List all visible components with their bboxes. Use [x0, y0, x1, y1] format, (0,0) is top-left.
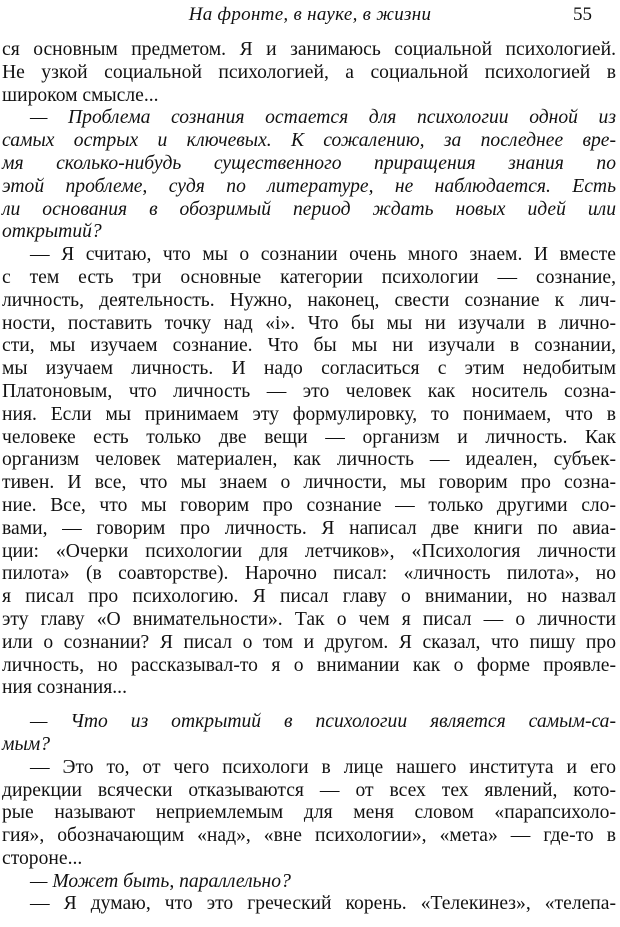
paragraph-gap — [2, 700, 616, 711]
text-line: мя сколько-нибудь существенного приращения знания по — [2, 152, 616, 174]
text-line: эту главу «О внимательности». Так о чем я писал — о личности — [2, 608, 616, 630]
running-title: На фронте, в науке, в жизни — [188, 4, 432, 25]
interview-question — [2, 871, 616, 894]
text-line: или о сознании? Я писал о том и другом. Я сказал, что пишу про — [2, 631, 616, 653]
interview-answer — [2, 893, 616, 916]
text-line: дирекции всячески отказываются — от всех тех явлений, кото- — [2, 779, 616, 801]
text-line: — Я думаю, что это греческий корень. «Телекинез», «телепа- — [30, 893, 616, 915]
text-line: с тем есть три основные категории психологии — сознание, — [2, 266, 616, 288]
text-line: ся основным предметом. Я и занимаюсь социальной психологией. — [2, 39, 616, 60]
text-line: — Проблема сознания остается для психологии одной из — [30, 107, 616, 129]
text-line: пилота» (в соавторстве). Нарочно писал: «личность пилота», но — [2, 563, 616, 585]
interview-answer — [2, 757, 616, 871]
interview-answer — [2, 244, 616, 700]
body-text — [2, 39, 616, 916]
text-line: — Что из открытий в психологии является самым-са- — [30, 711, 616, 733]
text-line: сти, мы изучаем сознание. Что бы мы ни изучали в сознании, — [2, 335, 616, 357]
text-line: мы изучаем личность. И надо согласиться с этим недобитым — [2, 358, 616, 380]
text-line: ния. Если мы принимаем эту формулировку, то понимаем, что в — [2, 403, 616, 425]
text-line: ности, поставить точку над «i». Что бы мы ни изучали в лично- — [2, 312, 616, 334]
text-line: ние. Все, что мы говорим про сознание — только другими сло- — [2, 494, 616, 516]
text-line: — Может быть, параллельно? — [30, 870, 291, 892]
text-line: широком смысле... — [2, 84, 159, 106]
text-line: личность, но рассказывал-то я о внимании как о форме проявле- — [2, 654, 616, 676]
text-line: Платоновым, что личность — это человек как носитель созна- — [2, 380, 616, 402]
text-line: вами, — говорим про личность. Я написал две книги по авиа- — [2, 517, 616, 539]
text-line: человеке есть только две вещи — организм и личность. Как — [2, 426, 616, 448]
text-line: стороне... — [2, 847, 83, 869]
text-line: этой проблеме, судя по литературе, не наблюдается. Есть — [2, 175, 616, 197]
page-header — [0, 4, 612, 28]
text-line: открытий? — [2, 221, 102, 243]
text-line: мым? — [2, 733, 51, 755]
text-line: тивен. И все, что мы знаем о личности, мы говорим про созна- — [2, 472, 616, 494]
text-line: Не узкой социальной психологией, а социальной психологией в — [2, 61, 616, 83]
interview-answer — [2, 39, 616, 107]
text-line: ния сознания... — [2, 677, 127, 699]
text-line: — Это то, от чего психологи в лице нашего института и его — [30, 756, 616, 778]
text-line: самых острых и ключевых. К сожалению, за последнее вре- — [2, 130, 616, 152]
text-line: — Я считаю, что мы о сознании очень много знаем. И вместе — [30, 244, 616, 266]
text-line: я писал про психологию. Я писал главу о внимании, но назвал — [2, 586, 616, 608]
text-line: ли основания в обозримый период ждать новых идей или — [2, 198, 616, 220]
text-line: организм человек материален, как личность — идеален, субъек- — [2, 449, 616, 471]
interview-question — [2, 711, 616, 757]
interview-question — [2, 107, 616, 244]
text-line: личность, деятельность. Нужно, наконец, свести сознание к лич- — [2, 289, 616, 311]
page-number: 55 — [573, 4, 592, 25]
text-line: рые называют неприемлемым для меня словом «парапсихоло- — [2, 802, 616, 824]
text-line: ции: «Очерки психологии для летчиков», «Психология личности — [2, 540, 616, 562]
text-line: гия», обозначающим «над», «вне психологии», «мета» — где-то в — [2, 825, 616, 847]
